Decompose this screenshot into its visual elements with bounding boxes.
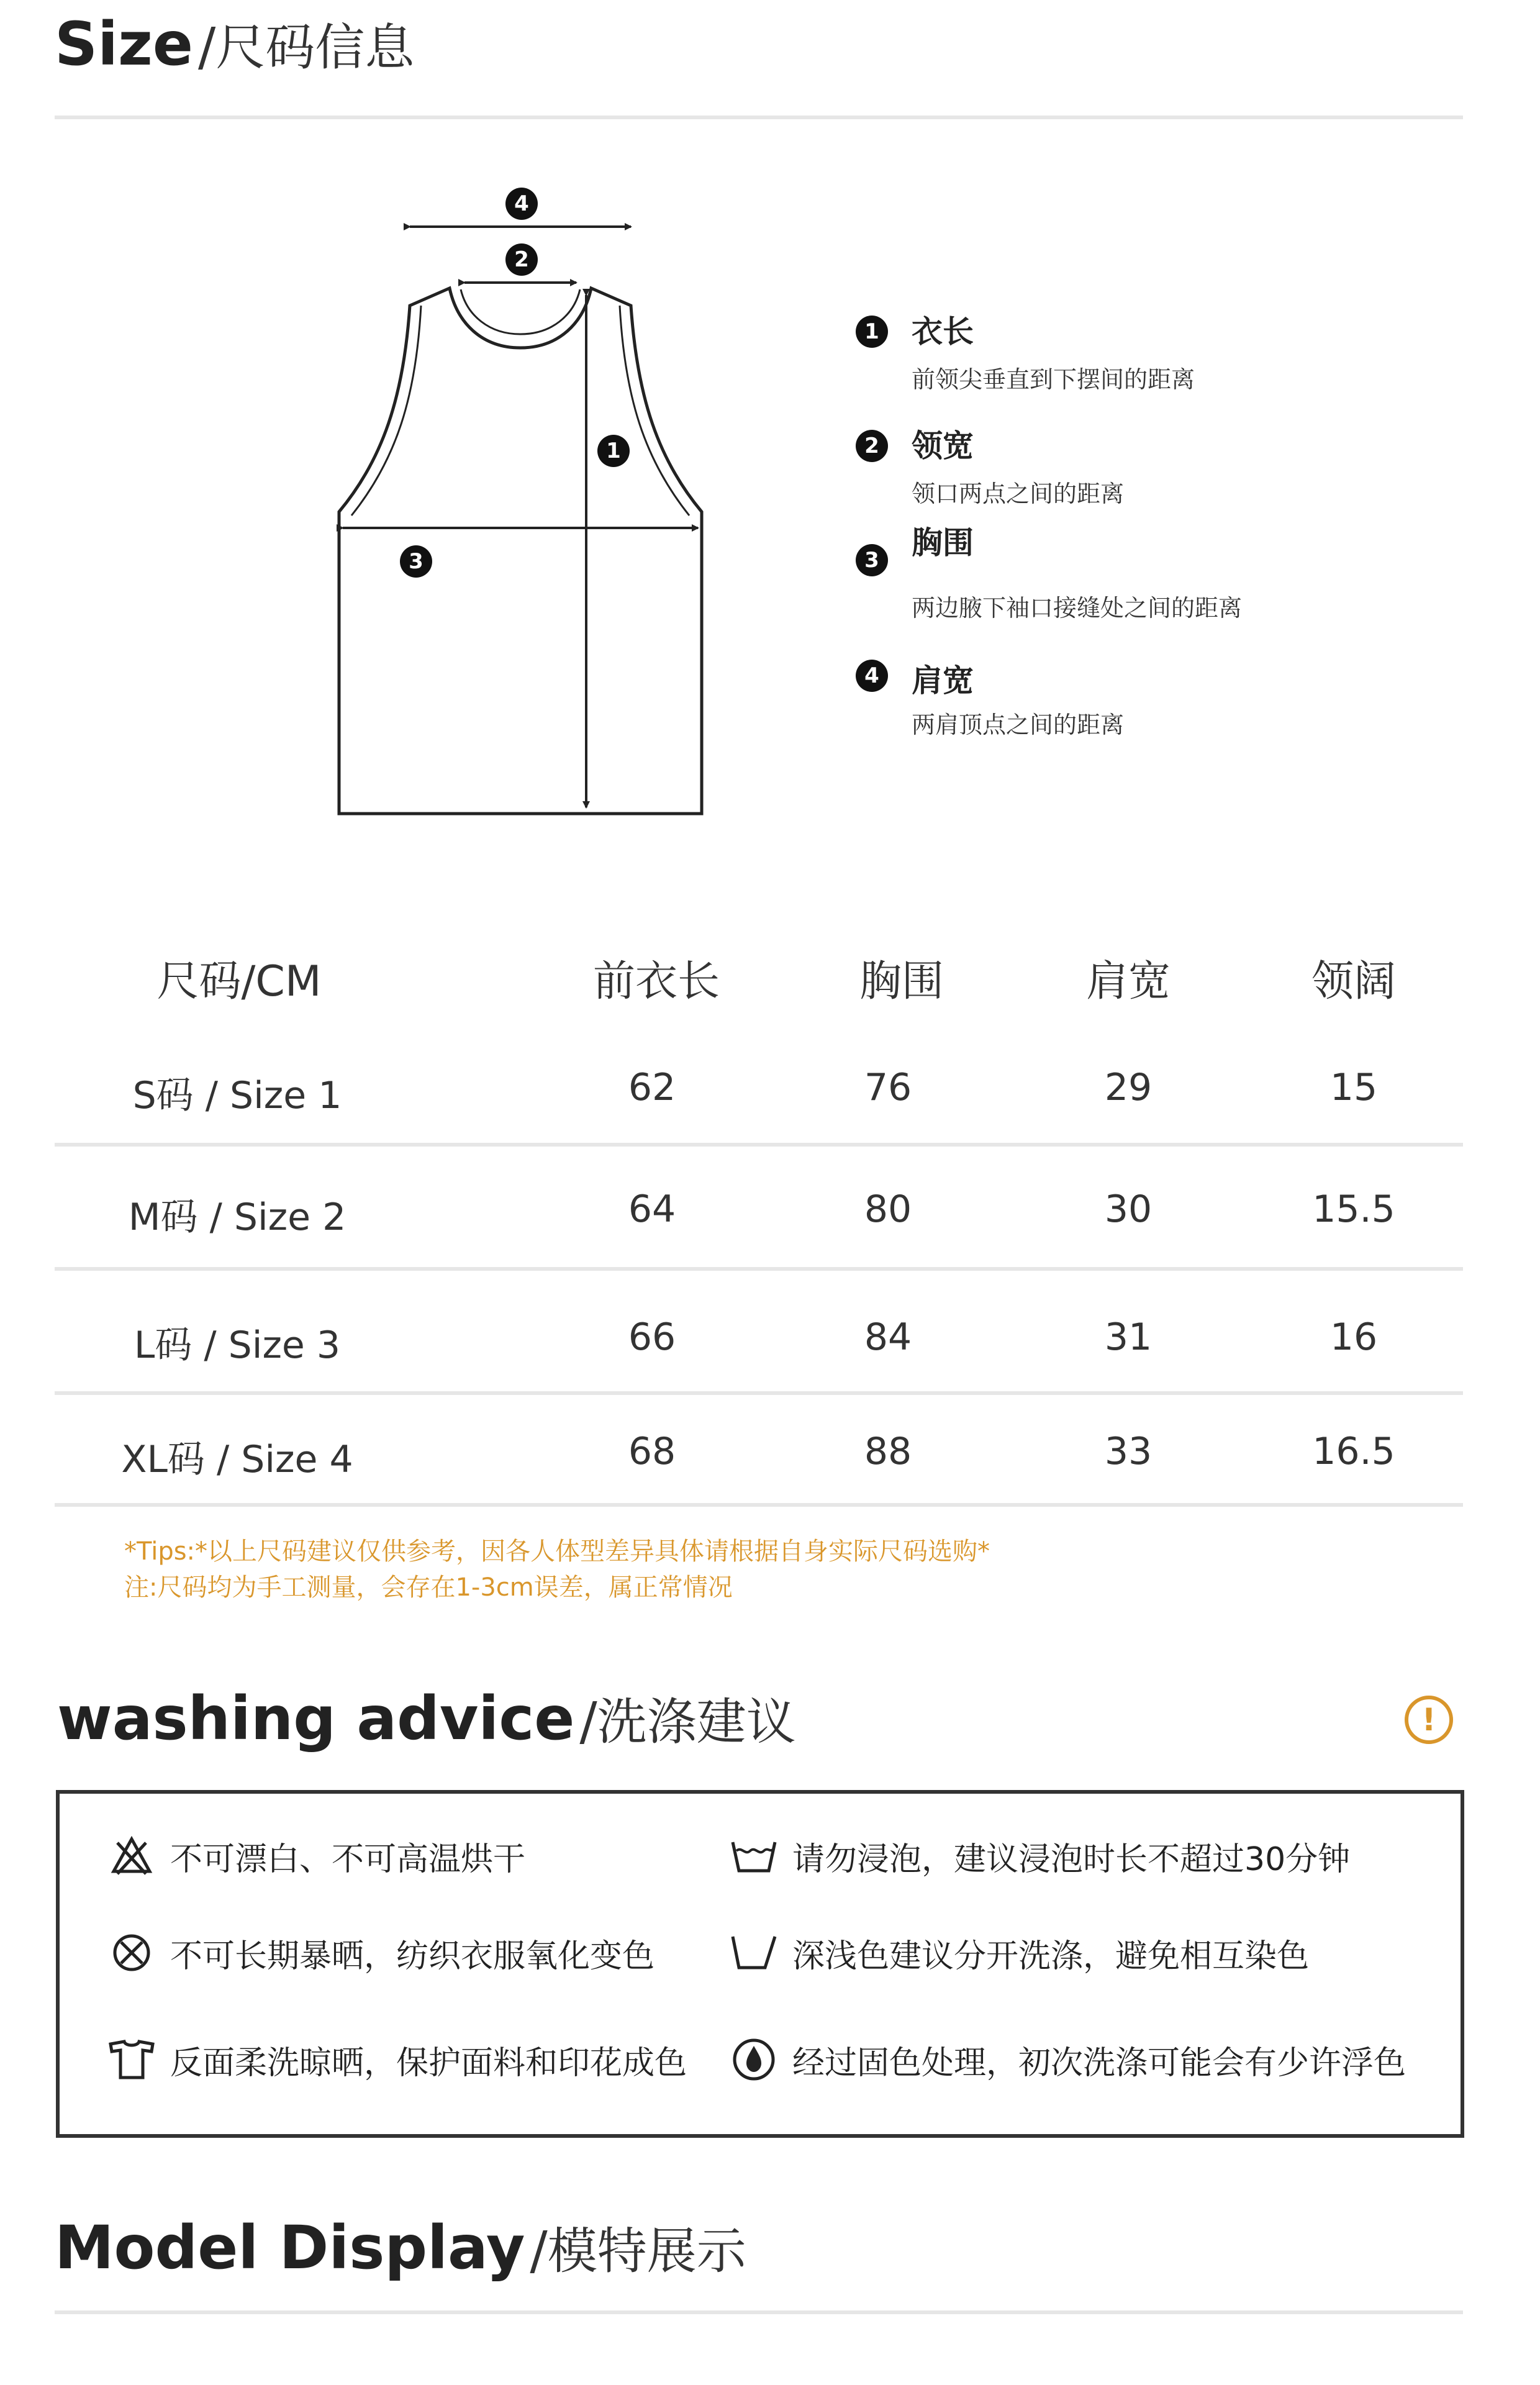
table-cell-length: 68 [628, 1430, 676, 1473]
size-title-slash: / [198, 16, 216, 77]
legend-title-1: 衣长 [912, 314, 974, 350]
table-header-size: 尺码/CM [156, 957, 322, 1006]
alert-icon [1405, 1696, 1453, 1744]
legend-num-1: 1 [856, 316, 888, 348]
wash-item [728, 1927, 1309, 1979]
table-cell-size: XL码 / Size 4 [121, 1438, 353, 1481]
table-cell-shoulder: 30 [1104, 1188, 1153, 1231]
table-cell-length: 64 [628, 1188, 676, 1231]
table-cell-neck: 16.5 [1312, 1430, 1395, 1473]
legend-num-2: 2 [856, 430, 888, 462]
table-header-chest: 胸围 [859, 957, 944, 1006]
wash-item-text: 深浅色建议分开洗涤，避免相互染色 [792, 1937, 1310, 1975]
table-cell-shoulder: 31 [1104, 1315, 1153, 1359]
table-cell-shoulder: 29 [1104, 1066, 1153, 1109]
table-cell-chest: 80 [864, 1188, 912, 1231]
legend-desc-2: 领口两点之间的距离 [912, 480, 1125, 507]
wash-item-text: 不可长期暴晒，纺织衣服氧化变色 [170, 1937, 655, 1975]
table-bottom-divider [55, 1503, 1463, 1507]
legend-title-4: 肩宽 [912, 663, 974, 699]
table-row-divider [55, 1267, 1463, 1271]
table-cell-chest: 84 [864, 1315, 912, 1359]
washing-title-en: washing advice [57, 1684, 575, 1753]
diagram-label-1: 1 [597, 435, 630, 467]
no-sun-icon [106, 1927, 158, 1979]
legend-num-3: 3 [856, 544, 888, 576]
wash-item [106, 1927, 654, 1979]
table-cell-size: S码 / Size 1 [132, 1074, 342, 1117]
washing-title-zh: 洗涤建议 [597, 1693, 796, 1751]
wash-item-text: 请勿浸泡，建议浸泡时长不超过30分钟 [792, 1840, 1351, 1878]
model-title-zh: 模特展示 [547, 2222, 746, 2280]
wash-item-text: 不可漂白、不可高温烘干 [170, 1840, 526, 1878]
model-section-header [55, 2211, 746, 2283]
diagram-label-3: 3 [400, 545, 432, 578]
legend-desc-3: 两边腋下袖口接缝处之间的距离 [912, 594, 1243, 622]
table-cell-size: L码 / Size 3 [134, 1324, 341, 1367]
table-row-divider [55, 1391, 1463, 1395]
legend-num-4: 4 [856, 660, 888, 692]
no-bleach-icon [106, 1830, 158, 1882]
wash-item [728, 1830, 1350, 1882]
wash-item-text: 反面柔洗晾晒，保护面料和印花成色 [170, 2044, 687, 2082]
wash-tub-icon [728, 1830, 780, 1882]
table-cell-chest: 88 [864, 1430, 912, 1473]
table-header-shoulder: 肩宽 [1085, 957, 1171, 1006]
tips-line-2: 注:尺码均为手工测量，会存在1-3cm误差，属正常情况 [124, 1573, 733, 1602]
diagram-label-4: 4 [505, 188, 538, 220]
model-title-en: Model Display [55, 2213, 525, 2283]
table-cell-neck: 15.5 [1312, 1188, 1395, 1231]
tips-line-1: *Tips:*以上尺码建议仅供参考，因各人体型差异具体请根据自身实际尺码选购* [124, 1537, 990, 1566]
diagram-label-2: 2 [505, 243, 538, 276]
model-header-divider [55, 2310, 1463, 2314]
legend-desc-4: 两肩顶点之间的距离 [912, 711, 1125, 738]
table-cell-neck: 15 [1329, 1066, 1378, 1109]
washing-section-header [57, 1682, 796, 1753]
wash-item [728, 2033, 1406, 2086]
table-cell-neck: 16 [1329, 1315, 1378, 1359]
model-title-slash: / [530, 2220, 548, 2281]
wash-item-text: 经过固色处理，初次洗涤可能会有少许浮色 [792, 2044, 1406, 2082]
size-title-zh: 尺码信息 [215, 19, 415, 76]
table-cell-chest: 76 [864, 1066, 912, 1109]
separate-wash-icon [728, 1927, 780, 1979]
table-cell-length: 62 [628, 1066, 676, 1109]
wash-item [106, 2033, 687, 2086]
water-drop-icon [728, 2033, 780, 2086]
size-section-header [55, 7, 414, 79]
tank-top-outline [339, 288, 702, 814]
size-title-en: Size [55, 9, 194, 79]
alert-icon-mark: ! [1421, 1702, 1436, 1738]
washing-title-slash: / [579, 1691, 597, 1751]
table-cell-shoulder: 33 [1104, 1430, 1153, 1473]
table-cell-length: 66 [628, 1315, 676, 1359]
shirt-icon [106, 2033, 158, 2086]
legend-title-3: 胸围 [912, 525, 974, 561]
table-header-neck: 领阔 [1311, 957, 1397, 1006]
table-cell-size: M码 / Size 2 [128, 1196, 346, 1239]
wash-item [106, 1830, 525, 1882]
legend-title-2: 领宽 [912, 428, 974, 464]
table-row-divider [55, 1143, 1463, 1147]
size-header-divider [55, 116, 1463, 119]
table-header-length: 前衣长 [592, 957, 720, 1006]
legend-desc-1: 前领尖垂直到下摆间的距离 [912, 366, 1195, 393]
